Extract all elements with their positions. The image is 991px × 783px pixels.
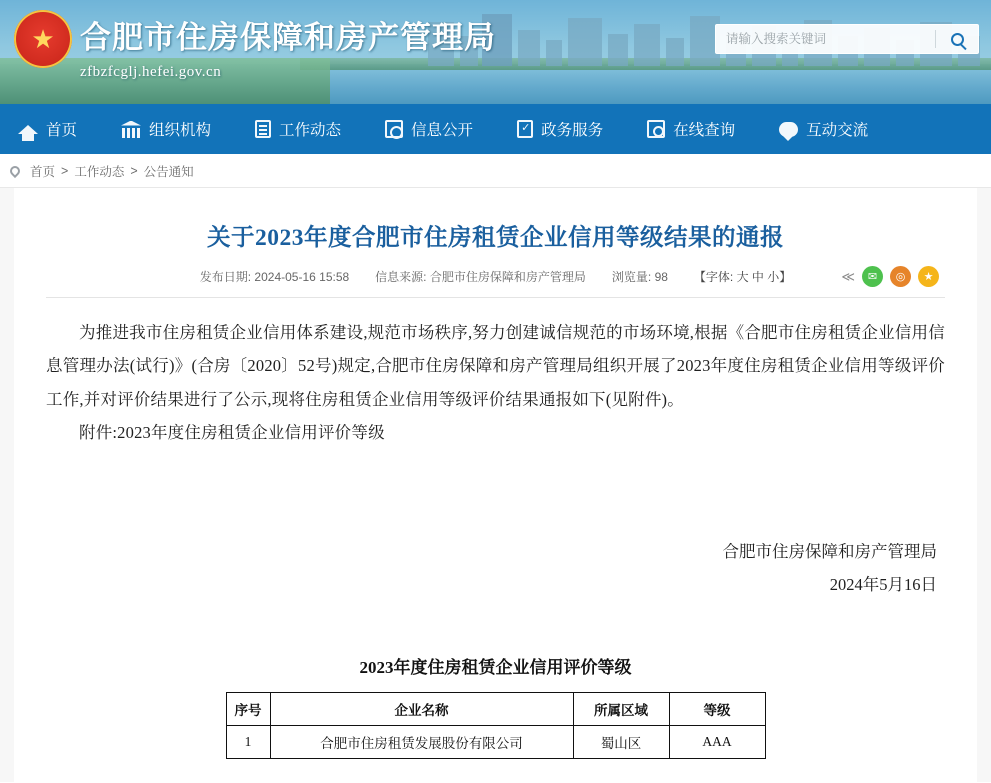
source-value: 合肥市住房保障和房产管理局 bbox=[429, 270, 586, 284]
share-icon[interactable]: ≪ bbox=[841, 268, 855, 284]
search-box[interactable] bbox=[715, 24, 979, 54]
site-identity bbox=[80, 12, 496, 81]
nav-item-home[interactable] bbox=[18, 118, 99, 140]
breadcrumb bbox=[0, 154, 991, 188]
breadcrumb-item-work-news[interactable]: 工作动态 bbox=[74, 164, 125, 179]
nav-item-information-disclosure[interactable] bbox=[385, 118, 495, 140]
national-emblem-icon: ★ bbox=[14, 10, 72, 68]
cell-company: 合肥市住房租赁发展股份有限公司 bbox=[270, 726, 573, 759]
article-source bbox=[375, 268, 586, 285]
attachment-table-title: 2023年度住房租赁企业信用评价等级 bbox=[359, 658, 632, 678]
location-pin-icon bbox=[8, 163, 22, 177]
nav-item-organization[interactable] bbox=[121, 118, 233, 140]
credit-grade-table bbox=[226, 692, 766, 759]
site-url: zfbzfcglj.hefei.gov.cn bbox=[80, 64, 222, 80]
font-size-switcher[interactable]: 【字体: 大 中 小】 bbox=[693, 270, 792, 284]
document-icon bbox=[255, 120, 271, 138]
weibo-icon[interactable]: ◎ bbox=[890, 266, 911, 287]
nav-item-work-news[interactable] bbox=[255, 118, 363, 140]
breadcrumb-item-home[interactable]: 首页 bbox=[30, 164, 56, 179]
publish-date-value: 2024-05-16 15:58 bbox=[254, 270, 350, 284]
chat-bubble-icon bbox=[779, 122, 798, 137]
breadcrumb-item-announcements[interactable]: 公告通知 bbox=[143, 164, 194, 179]
cell-grade: AAA bbox=[669, 726, 765, 759]
column-header-area: 所属区域 bbox=[573, 693, 669, 726]
table-header-row bbox=[226, 693, 765, 726]
search-icon bbox=[951, 33, 964, 46]
wechat-icon[interactable]: ✉ bbox=[862, 266, 883, 287]
nav-item-label: 工作动态 bbox=[279, 122, 342, 139]
page-title: 关于2023年度合肥市住房租赁企业信用等级结果的通报 bbox=[207, 225, 784, 251]
column-header-grade: 等级 bbox=[669, 693, 765, 726]
publish-date bbox=[200, 268, 349, 285]
nav-item-label: 政务服务 bbox=[541, 122, 604, 139]
share-bar[interactable] bbox=[841, 266, 939, 287]
open-book-icon bbox=[385, 120, 403, 138]
cell-area: 蜀山区 bbox=[573, 726, 669, 759]
home-icon bbox=[18, 125, 38, 134]
column-header-no: 序号 bbox=[226, 693, 270, 726]
search-button[interactable] bbox=[936, 25, 978, 53]
site-title: 合肥市住房保障和房产管理局 bbox=[80, 20, 496, 55]
nav-item-label: 信息公开 bbox=[411, 122, 474, 139]
search-input[interactable] bbox=[716, 25, 935, 53]
article-container bbox=[14, 188, 977, 782]
nav-item-government-services[interactable] bbox=[517, 118, 625, 140]
nav-item-label: 组织机构 bbox=[149, 122, 212, 139]
article-body bbox=[46, 316, 945, 449]
main-navigation[interactable] bbox=[0, 104, 991, 154]
article-paragraph: 为推进我市住房租赁企业信用体系建设,规范市场秩序,努力创建诚信规范的市场环境,根据《合肥市住房租赁企业信用信息管理办法(试行)》(合房〔2020〕52号)规定,合肥市住房保障和房产管理局组织开展了2023年度住房租赁企业信用等级评价工作,并对评价结果进行了公示,现将住房租赁企业信用等级评价结果通报如下(见附件)。 bbox=[46, 323, 945, 409]
checklist-icon bbox=[517, 120, 533, 138]
nav-item-label: 互动交流 bbox=[806, 122, 869, 139]
publish-date-label: 发布日期: bbox=[199, 270, 252, 284]
source-label: 信息来源: bbox=[375, 270, 427, 284]
views-value: 98 bbox=[654, 270, 668, 284]
nav-item-label: 首页 bbox=[46, 122, 78, 139]
cell-no: 1 bbox=[226, 726, 270, 759]
nav-item-online-query[interactable] bbox=[647, 118, 757, 140]
view-count bbox=[612, 268, 668, 285]
article-meta bbox=[46, 268, 945, 298]
search-page-icon bbox=[647, 120, 665, 138]
signature-date: 2024年5月16日 bbox=[829, 575, 937, 595]
breadcrumb-separator: > bbox=[61, 163, 69, 178]
page-body bbox=[0, 188, 991, 782]
nav-item-label: 在线查询 bbox=[673, 122, 736, 139]
qzone-icon[interactable]: ★ bbox=[918, 266, 939, 287]
site-banner bbox=[0, 0, 991, 104]
article-signature bbox=[46, 535, 945, 601]
article-attachment-line: 附件:2023年度住房租赁企业信用评价等级 bbox=[79, 422, 385, 442]
table-row bbox=[226, 726, 765, 759]
column-header-company: 企业名称 bbox=[270, 693, 573, 726]
nav-item-interaction[interactable] bbox=[779, 118, 890, 140]
bank-icon bbox=[121, 121, 141, 138]
breadcrumb-separator: > bbox=[130, 163, 138, 178]
views-label: 浏览量: bbox=[611, 270, 652, 284]
signature-org: 合肥市住房保障和房产管理局 bbox=[722, 542, 937, 562]
